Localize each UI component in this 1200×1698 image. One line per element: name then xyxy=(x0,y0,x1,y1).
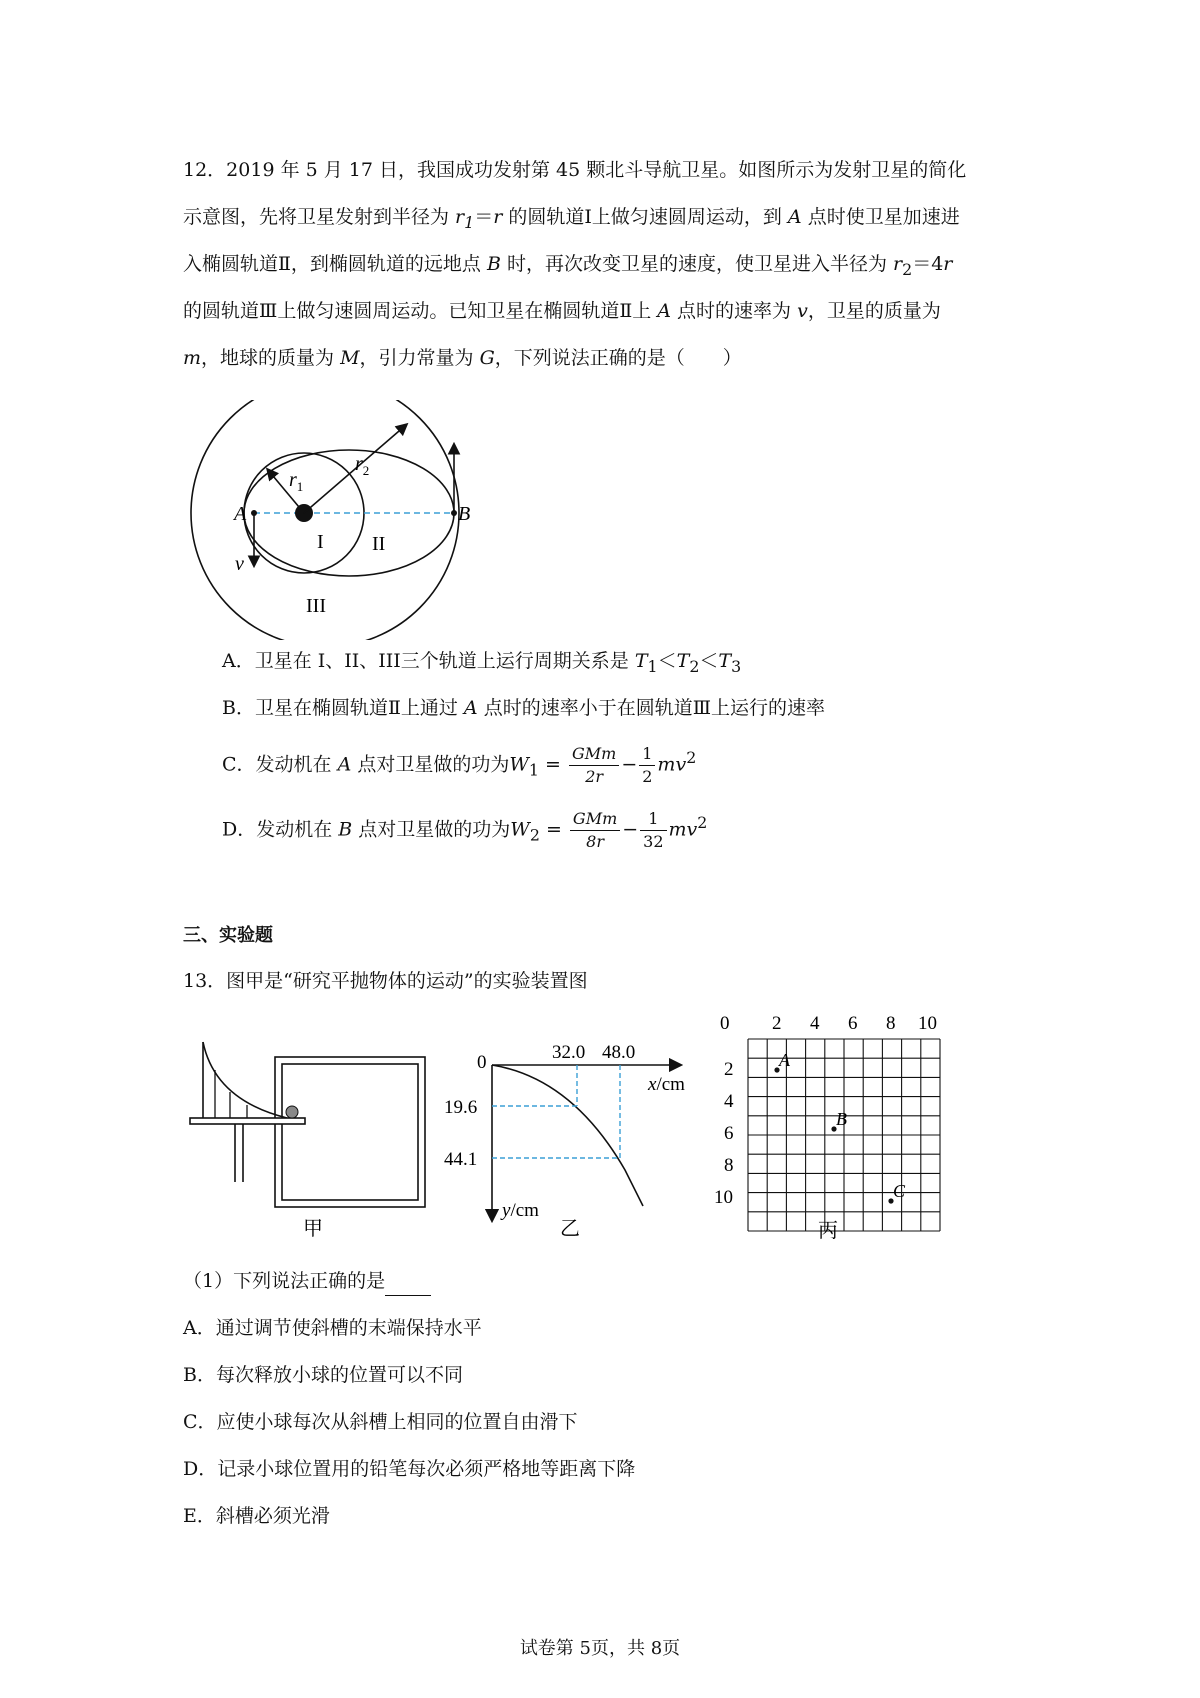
grid-top-tick-6: 6 xyxy=(848,1013,858,1034)
q12-line-1: 12．2019 年 5 月 17 日，我国成功发射第 45 颗北斗导航卫星。如图所示为发射卫星的简化 xyxy=(183,159,967,181)
q13-choice-C: C．应使小球每次从斜槽上相同的位置自由滑下 xyxy=(183,1411,578,1433)
grid-left-tick-6: 6 xyxy=(724,1123,734,1144)
apparatus-figure xyxy=(185,1030,435,1240)
label-II: II xyxy=(372,533,386,555)
grid-label-A: A xyxy=(779,1050,790,1070)
grid-left-tick-2: 2 xyxy=(724,1059,734,1080)
q12-line-3: 入椭圆轨道Ⅱ，到椭圆轨道的远地点 B 时，再次改变卫星的速度，使卫星进入半径为 $r_2=4r$ xyxy=(183,253,953,279)
caption-yi: 乙 xyxy=(560,1218,580,1240)
grid-left-tick-10: 10 xyxy=(714,1187,733,1208)
caption-jia: 甲 xyxy=(303,1218,323,1240)
q12-line-2: 示意图，先将卫星发射到半径为 $r_1=r$ 的圆轨道Ⅰ上做匀速圆周运动，到 A 点时使卫星加速进 xyxy=(183,206,960,232)
label-I: I xyxy=(317,531,324,553)
section-heading: 三、实验题 xyxy=(183,925,273,946)
label-r2: $r_2$ xyxy=(355,453,370,478)
q13-choice-A: A．通过调节使斜槽的末端保持水平 xyxy=(183,1317,482,1339)
board-inner xyxy=(282,1064,418,1200)
origin-label: 0 xyxy=(477,1052,487,1073)
tick-y-44-1: 44.1 xyxy=(444,1149,478,1170)
board-outer xyxy=(275,1057,425,1207)
q13-sub1: （1）下列说法正确的是 xyxy=(183,1266,431,1296)
page-footer: 试卷第 5页，共 8页 xyxy=(519,1638,681,1659)
grid-top-tick-10: 10 xyxy=(918,1013,937,1034)
table-top xyxy=(190,1118,305,1124)
ball xyxy=(286,1106,298,1118)
fraction-1-2: $\frac{1}{2}$ xyxy=(639,743,655,788)
label-B: B xyxy=(458,503,471,525)
q12-option-B: B．卫星在椭圆轨道Ⅱ上通过 A 点时的速率小于在圆轨道Ⅲ上运行的速率 xyxy=(222,697,826,719)
grid-top-tick-2: 2 xyxy=(772,1013,782,1034)
y-axis-label: y/cm xyxy=(502,1200,539,1221)
x-axis-label: x/cm xyxy=(648,1074,685,1095)
answer-blank[interactable] xyxy=(385,1275,431,1296)
label-A: A xyxy=(234,503,247,525)
q13-choice-D: D．记录小球位置用的铅笔每次必须严格地等距离下降 xyxy=(183,1458,636,1480)
label-v: v xyxy=(235,553,244,575)
tick-x-32: 32.0 xyxy=(552,1042,586,1063)
q13-choice-E: E．斜槽必须光滑 xyxy=(183,1505,330,1527)
orbit-diagram xyxy=(175,400,475,640)
grid-top-tick-0: 0 xyxy=(720,1013,730,1034)
q12-option-A: A．卫星在 I、II、III三个轨道上运行周期关系是 $T_1<T_2<T_3$ xyxy=(222,650,742,676)
fraction-GMm-8r: $\frac{\text{GMm}}{8r}$ xyxy=(570,808,620,853)
tick-y-19-6: 19.6 xyxy=(444,1097,478,1118)
grid-top-tick-8: 8 xyxy=(886,1013,896,1034)
q12-line-5: m，地球的质量为 M，引力常量为 G，下列说法正确的是（ ） xyxy=(183,347,742,369)
tick-x-48: 48.0 xyxy=(602,1042,636,1063)
caption-bing: 丙 xyxy=(818,1220,838,1242)
grid-figure xyxy=(710,1005,950,1245)
q13-choice-B: B．每次释放小球的位置可以不同 xyxy=(183,1364,463,1386)
fraction-1-32: $\frac{1}{32}$ xyxy=(640,808,666,853)
q13-intro: 13．图甲是“研究平抛物体的运动”的实验装置图 xyxy=(183,970,588,992)
grid-label-C: C xyxy=(893,1181,906,1201)
q12-line-4: 的圆轨道Ⅲ上做匀速圆周运动。已知卫星在椭圆轨道Ⅱ上 A 点时的速率为 v，卫星的质量为 xyxy=(183,300,941,322)
label-III: III xyxy=(306,595,326,617)
trajectory-figure xyxy=(440,1030,700,1240)
label-r1: $r_1$ xyxy=(289,469,304,494)
trajectory-curve xyxy=(492,1065,643,1206)
grid-left-tick-4: 4 xyxy=(724,1091,734,1112)
q12-option-D: D．发动机在 B 点对卫星做的功为$W_2$ = $\frac{\text{GMm}}{8r}$ − $\frac{1}{32}$ $mv^2$ xyxy=(222,809,708,851)
grid-label-B: B xyxy=(836,1109,847,1129)
grid-left-tick-8: 8 xyxy=(724,1155,734,1176)
q12-option-C: C．发动机在 A 点对卫星做的功为$W_1$ = $\frac{\text{GMm}}{2r}$ − $\frac{1}{2}$ $mv^2$ xyxy=(222,744,697,786)
grid-top-tick-4: 4 xyxy=(810,1013,820,1034)
fraction-GMm-2r: $\frac{\text{GMm}}{2r}$ xyxy=(569,743,619,788)
